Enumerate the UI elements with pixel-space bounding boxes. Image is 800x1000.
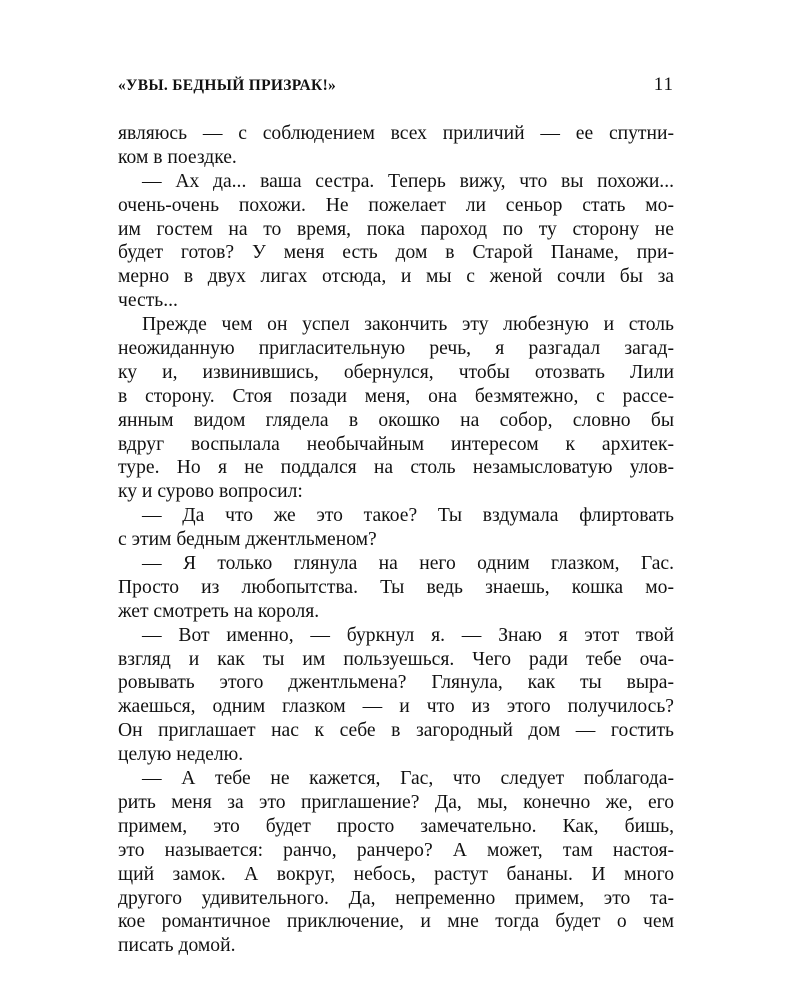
text-line: жаешься, одним глазком — и что из этого получилось?	[118, 696, 674, 718]
text-line: — Я только глянула на него одним глазком, Гас.	[142, 553, 674, 575]
text-line: писать домой.	[118, 935, 236, 957]
running-head	[118, 74, 674, 104]
text-line: неожиданную пригласительную речь, я разгадал загад-	[118, 338, 674, 360]
text-line: Прежде чем он успел закончить эту любезную и столь	[142, 314, 674, 336]
book-page	[118, 74, 674, 958]
text-line: — Вот именно, — буркнул я. — Знаю я этот твой	[142, 624, 674, 646]
text-line: им гостем на то время, пока пароход по ту сторону не	[118, 218, 674, 240]
text-line: ку и сурово вопросил:	[118, 481, 303, 503]
text-line: — А тебе не кажется, Гас, что следует поблагода-	[142, 768, 674, 790]
text-line: щий замок. А вокруг, небось, растут бананы. И много	[118, 863, 674, 885]
text-line: очень-очень похожи. Не пожелает ли сеньор стать мо-	[118, 194, 674, 216]
text-line: честь...	[118, 290, 178, 312]
text-line: рить меня за это приглашение? Да, мы, конечно же, его	[118, 791, 674, 813]
text-line: это называется: ранчо, ранчеро? А может, там настоя-	[118, 839, 674, 861]
text-line: туре. Но я не поддался на столь незамысловатую улов-	[118, 457, 674, 479]
text-line: с этим бедным джентльменом?	[118, 529, 377, 551]
text-line: Он приглашает нас к себе в загородный дом — гостить	[118, 720, 674, 742]
text-line: ку и, извинившись, обернулся, чтобы отозвать Лили	[118, 361, 674, 383]
text-line: вдруг воспылала необычайным интересом к архитек-	[118, 433, 674, 455]
text-line: — Да что же это такое? Ты вздумала флиртовать	[142, 505, 674, 527]
text-line: жет смотреть на короля.	[118, 600, 320, 622]
running-title: «УВЫ. БЕДНЫЙ ПРИЗРАК!»	[118, 77, 337, 94]
text-line: кое романтичное приключение, и мне тогда будет о чем	[118, 911, 674, 933]
text-line: ком в поездке.	[118, 146, 237, 168]
text-line: взгляд и как ты им пользуешься. Чего ради тебе оча-	[118, 648, 674, 670]
text-line: в сторону. Стоя позади меня, она безмятежно, с рассе-	[118, 385, 674, 407]
text-line: другого удивительного. Да, непременно примем, это та-	[118, 887, 674, 909]
body-text	[118, 122, 674, 958]
text-line: мерно в двух лигах отсюда, и мы с женой сочли бы за	[118, 266, 674, 288]
text-line: будет готов? У меня есть дом в Старой Панаме, при-	[118, 242, 674, 264]
text-line: целую неделю.	[118, 744, 244, 766]
text-line: примем, это будет просто замечательно. Как, бишь,	[118, 815, 674, 837]
text-line: янным видом глядела в окошко на собор, словно бы	[118, 409, 674, 431]
text-line: ровывать этого джентльмена? Глянула, как ты выра-	[118, 672, 674, 694]
text-line: являюсь — с соблюдением всех приличий — ее спутни-	[118, 123, 674, 144]
page-number: 11	[653, 74, 674, 95]
text-line: — Ах да... ваша сестра. Теперь вижу, что вы похожи...	[142, 170, 674, 192]
text-line: Просто из любопытства. Ты ведь знаешь, кошка мо-	[118, 576, 674, 598]
